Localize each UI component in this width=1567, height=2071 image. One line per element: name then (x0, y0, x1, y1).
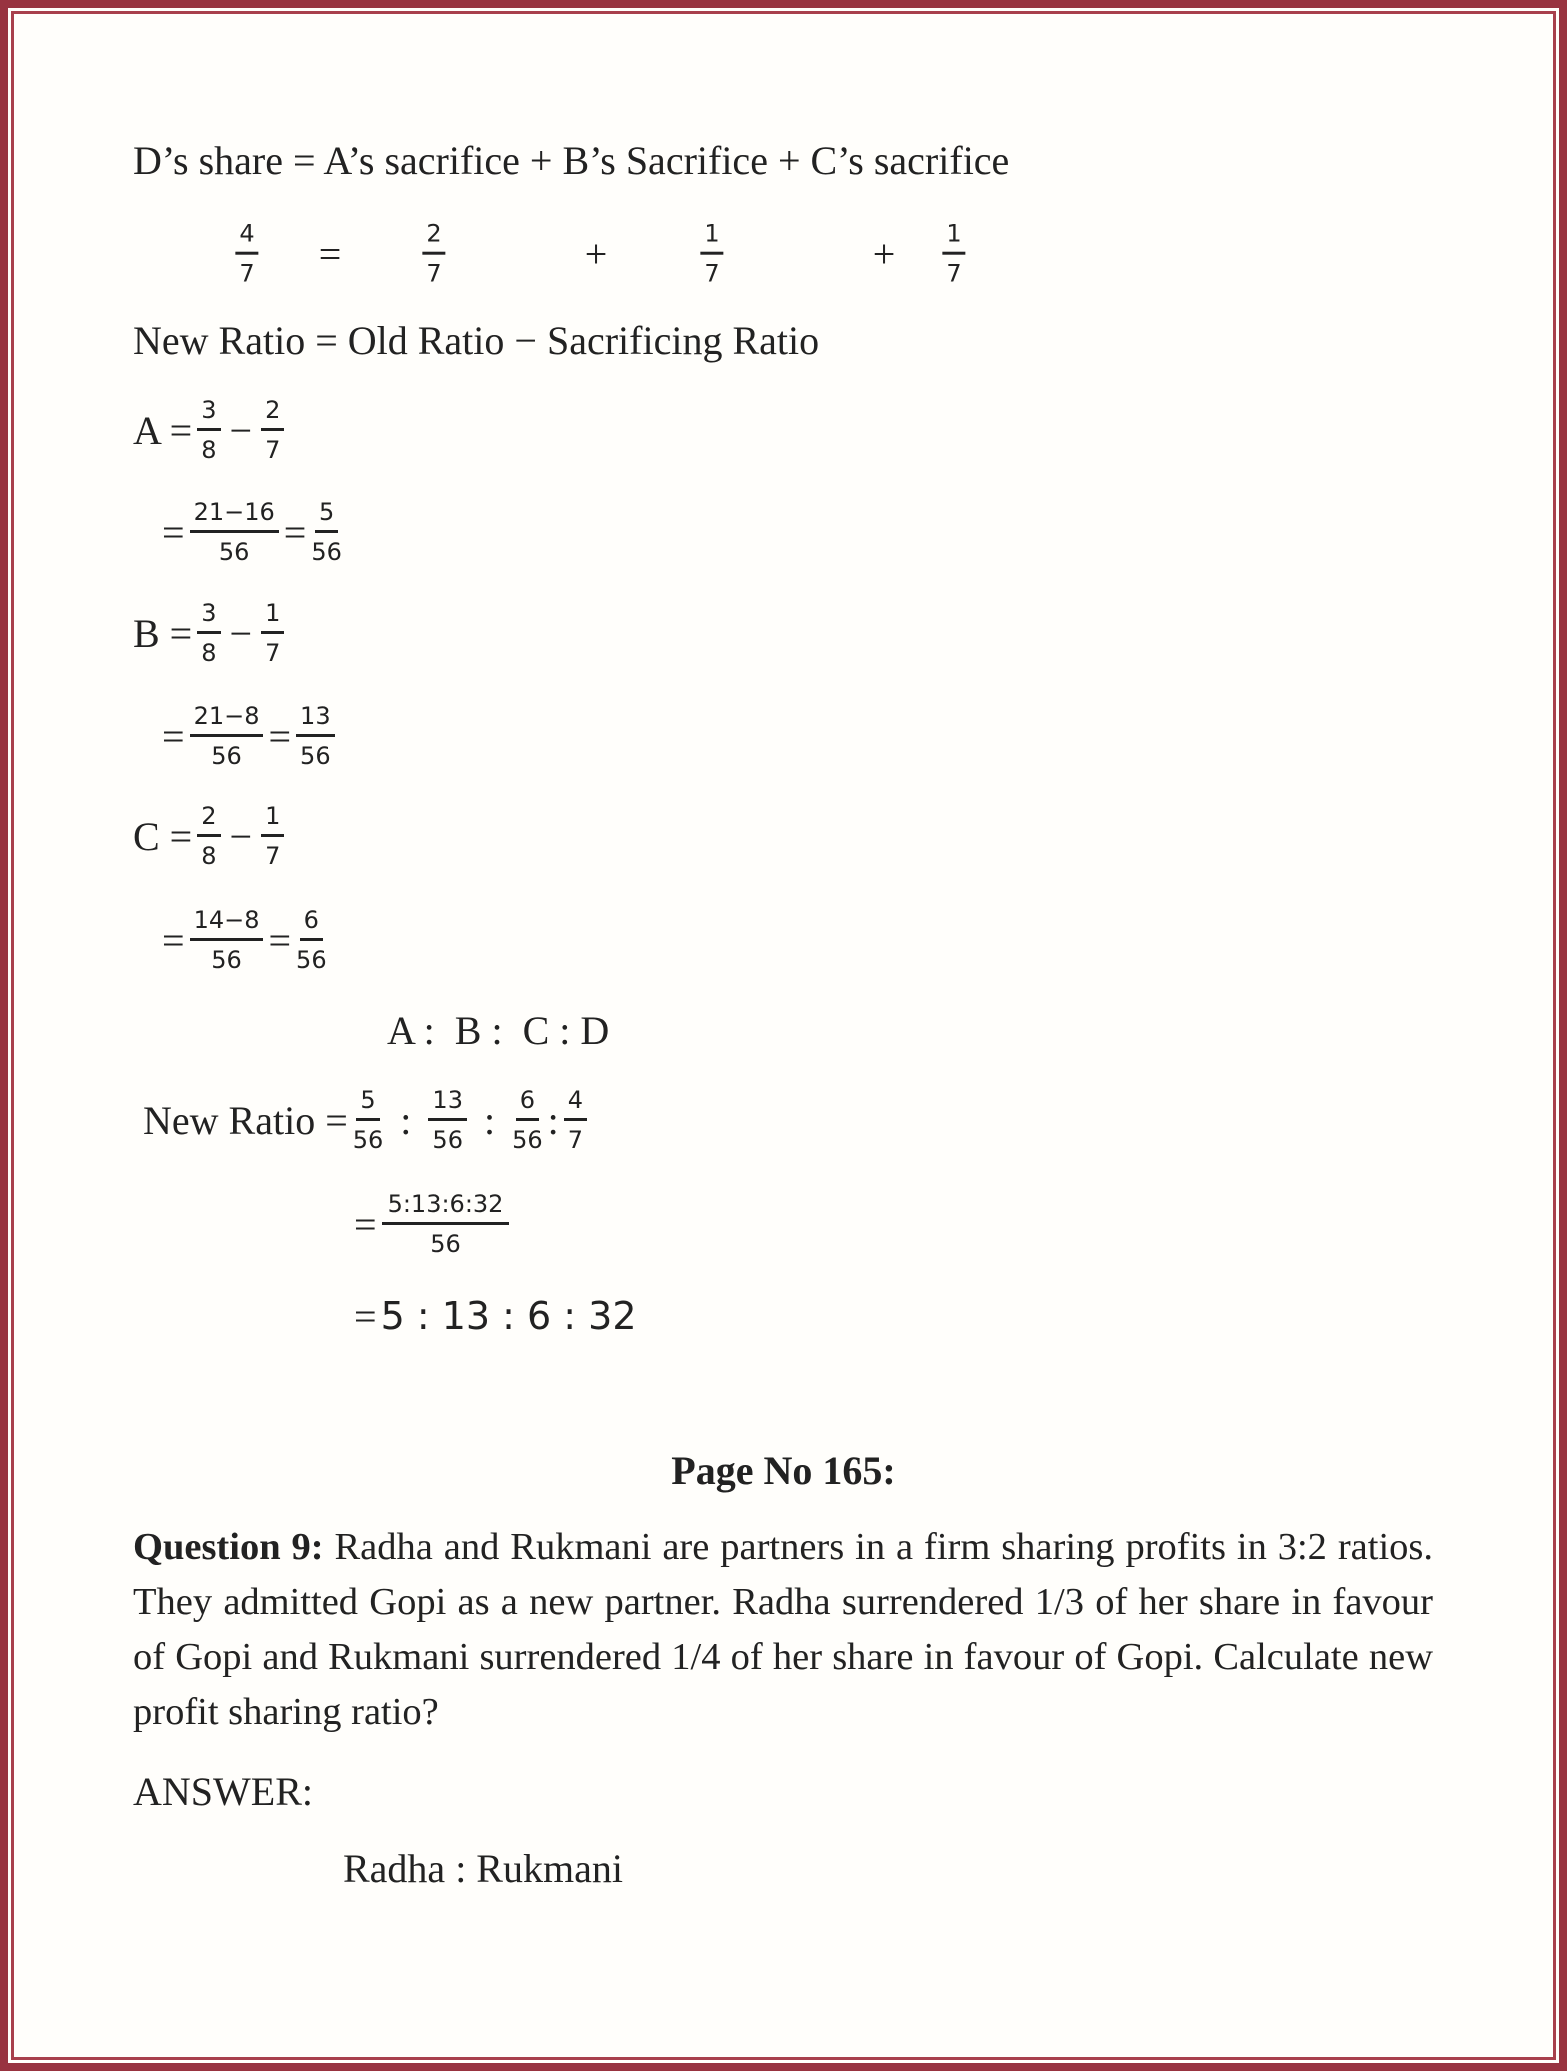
numerator: 14−8 (190, 906, 264, 941)
equals-sign: = (268, 713, 292, 759)
fraction (190, 702, 264, 771)
fraction (700, 220, 723, 289)
denominator: 56 (300, 741, 331, 770)
fraction (564, 1086, 587, 1155)
equals-sign: = (162, 713, 185, 759)
denominator: 7 (946, 259, 962, 288)
calc-b-step1 (133, 598, 289, 667)
denominator: 56 (218, 537, 250, 566)
numerator: 1 (261, 802, 284, 837)
fraction (235, 220, 258, 289)
denominator: 56 (430, 1229, 461, 1258)
fraction (190, 906, 264, 975)
fraction (311, 498, 342, 567)
answer-label: ANSWER: (133, 1768, 313, 1814)
numerator: 1 (942, 220, 965, 255)
minus-sign: − (229, 610, 253, 656)
denominator: 56 (512, 1125, 543, 1154)
numerator: 1 (261, 599, 284, 634)
fraction (382, 1190, 510, 1259)
denominator: 56 (211, 945, 242, 974)
denominator: 7 (704, 259, 720, 288)
numerator: 5:13:6:32 (382, 1190, 510, 1225)
calc-a-step2 (162, 497, 347, 566)
denominator: 7 (567, 1125, 584, 1154)
denominator: 56 (352, 1125, 384, 1154)
fraction (422, 220, 445, 289)
answer-partners-header: Radha : Rukmani (343, 1845, 623, 1891)
page-heading: Page No 165: (671, 1447, 896, 1493)
fraction (512, 1086, 543, 1155)
denominator: 7 (265, 638, 281, 667)
numerator: 3 (197, 396, 220, 431)
new-ratio-label: New Ratio = (143, 1097, 348, 1143)
fraction (197, 599, 220, 668)
fraction (296, 702, 335, 771)
numerator: 5 (356, 1086, 379, 1121)
colon: : (547, 1097, 559, 1143)
denominator: 8 (201, 841, 217, 870)
numerator: 13 (296, 702, 335, 737)
d-share-equation: D’s share = A’s sacrifice + B’s Sacrifice + C’s sacrifice (133, 137, 1010, 183)
numerator: 21−8 (190, 702, 264, 737)
numerator: 1 (700, 220, 723, 255)
numerator: 21−16 (190, 498, 279, 533)
calc-c-step2 (162, 905, 332, 974)
denominator: 7 (239, 259, 255, 288)
numerator: 4 (235, 220, 258, 255)
d-share-fraction-row (0, 219, 1100, 288)
denominator: 7 (265, 841, 281, 870)
calc-label: A = (133, 407, 193, 453)
numerator: 13 (428, 1086, 467, 1121)
denominator: 7 (426, 259, 442, 288)
colon: : (400, 1097, 412, 1143)
fraction (942, 220, 965, 289)
fraction (353, 1086, 384, 1155)
equals-sign: = (354, 1293, 377, 1339)
fraction (261, 802, 284, 871)
minus-sign: − (229, 813, 253, 859)
numerator: 2 (197, 802, 220, 837)
numerator: 3 (197, 599, 220, 634)
calc-a-step1 (133, 395, 289, 464)
plus-sign: + (584, 231, 608, 277)
numerator: 6 (516, 1086, 539, 1121)
fraction (296, 906, 327, 975)
new-ratio-fractions (143, 1085, 592, 1154)
new-ratio-formula: New Ratio = Old Ratio − Sacrificing Ratio (133, 317, 820, 363)
fraction (261, 599, 284, 668)
equals-sign: = (318, 231, 342, 277)
denominator: 56 (432, 1125, 463, 1154)
new-ratio-combined (354, 1189, 514, 1258)
question-text: Radha and Rukmani are partners in a firm sharing profits in 3:2 ratios. They admitted Gopi as a new partner. Radha surrendered 1/3 of her share in favour of Gopi and Rukmani surrendered 1/4 of her share in favour of Gopi. Calculate new profit sharing ratio? (133, 1526, 1433, 1733)
numerator: 4 (564, 1086, 587, 1121)
equals-sign: = (162, 917, 185, 963)
denominator: 56 (296, 945, 327, 974)
equals-sign: = (354, 1201, 377, 1247)
colon: : (483, 1097, 496, 1143)
numerator: 5 (315, 498, 338, 533)
calc-label: B = (133, 610, 193, 656)
equals-sign: = (162, 509, 185, 555)
question-paragraph (133, 1520, 1433, 1740)
denominator: 56 (211, 741, 242, 770)
fraction (190, 498, 279, 567)
denominator: 8 (201, 435, 217, 464)
denominator: 7 (265, 435, 281, 464)
fraction (197, 396, 220, 465)
fraction (197, 802, 220, 871)
partners-header: A : B : C : D (387, 1007, 610, 1053)
numerator: 6 (300, 906, 323, 941)
calc-b-step2 (162, 701, 340, 770)
numerator: 2 (261, 396, 284, 431)
question-label: Question 9: (133, 1526, 324, 1568)
calc-c-step1 (133, 801, 289, 870)
equals-sign: = (268, 917, 292, 963)
minus-sign: − (229, 407, 253, 453)
plus-sign: + (872, 231, 896, 277)
denominator: 8 (201, 638, 217, 667)
numerator: 2 (422, 220, 445, 255)
final-ratio: 5 : 13 : 6 : 32 (380, 1294, 637, 1338)
denominator: 56 (311, 537, 342, 566)
fraction (261, 396, 284, 465)
calc-label: C = (133, 813, 193, 859)
fraction (428, 1086, 467, 1155)
new-ratio-final (354, 1292, 637, 1340)
equals-sign: = (283, 509, 307, 555)
